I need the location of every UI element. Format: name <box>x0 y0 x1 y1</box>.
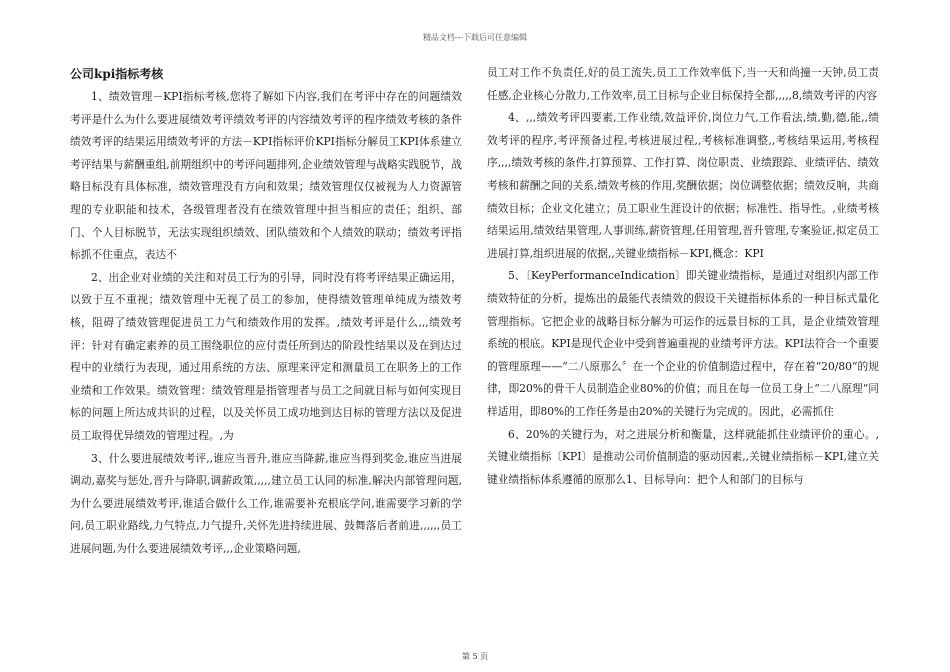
paragraph: 6、20%的关键行为，对之进展分析和衡量，这样就能抓住业绩评价的重心。,关键业绩指标〔KPI〕是推动公司价值制造的驱动因素,,关键业绩指标－KPI,建立关键业绩指标体系遵循的原那么1、目标导向：把个人和部门的目标与 <box>487 427 879 486</box>
left-column <box>70 62 462 560</box>
right-column <box>487 62 879 491</box>
paragraph: 3、什么要进展绩效考评,,谁应当晋升,谁应当降薪,谁应当得到奖金,谁应当进展调动,嘉奖与惩处,晋升与降职,调薪政策,,,,,建立员工认同的标准,解决内部管理问题,为什么要进展绩效考评,谁适合做什么工作,谁需要补充根底学问,谁需要学习新的学问,员工职业路线,力气特点,力气提升,关怀先进持续进展、鼓舞落后者前进,,,,,,员工进展问题,为什么要进展绩效考评,,,企业策略问题, <box>70 451 462 555</box>
paragraph: 2、出企业对业绩的关注和对员工行为的引导，同时没有将考评结果正确运用，以致于互不重视；绩效管理中无视了员工的参加，使得绩效管理单纯成为绩效考核，阻碍了绩效管理促进员工力气和绩效作用的发挥。,绩效考评是什么,,,绩效考评：针对有确定素养的员工围绕职位的应付责任所到达的阶段性结果以及在到达过程中的业绩行为表现，通过用系统的方法、原理来评定和测量员工在职务上的工作业绩和工作效果。绩效管理：绩效管理是指管理者与员工之间就目标与如何实现目标的问题上所达成共识的过程，以及关怀员工成功地到达目标的管理方法以及促进员工取得优异绩效的管理过程。,为 <box>70 270 462 442</box>
page-number: 第 5 页 <box>461 652 489 661</box>
paragraph: 1、绩效管理－KPI指标考核,您将了解如下内容,我们在考评中存在的问题绩效考评是什么为什么要进展绩效考评绩效考评的内容绩效考评的程序绩效考核的条件绩效考评的结果运用绩效考评的方法－KPI指标评价KPI指标分解员工KPI体系建立考评结果与薪酬重组,前期组织中的考评问题排列,企业绩效管理与战略实践脱节，战略目标没有具体标准，绩效管理没有方向和效果；绩效管理仅仅被视为人力资源管理的专业职能和技术，各级管理者没有在绩效管理中担当相应的责任；组织、部门、个人目标脱节，无法实现组织绩效、团队绩效和个人绩效的联动；绩效考评指标抓不住重点，表达不 <box>70 90 462 262</box>
paragraph: 4、,,,绩效考评四要素,工作业绩,效益评价,岗位力气,工作看法,绩,勤,德,能,,绩效考评的程序,考评预备过程,考核进展过程,,考核标准调整,,考核结果运用,考核程序,,,,绩效考核的条件,打算预算、工作打算、岗位职责、业绩跟踪、业绩评估、绩效考核和薪酬之间的关系,绩效考核的作用,奖酬依据；岗位调整依据；绩效反响，共商绩效目标；企业文化建立；员工职业生涯设计的依据；标准性、指导性。,业绩考核结果运用,绩效结果管理,人事训练,薪资管理,任用管理,晋升管理,专案验证,拟定员工进展打算,组织进展的依据,,关键业绩指标－KPI,概念：KPI <box>487 111 879 260</box>
paragraph: 5、〔KeyPerformanceIndication〕即关键业绩指标，是通过对组织内部工作绩效特征的分析，提炼出的最能代表绩效的假设干关键指标体系的一种目标式量化管理指标。它把企业的战略目标分解为可运作的远景目标的工具，是企业绩效管理系统的根底。KPI是现代企业中受到普遍重视的业绩考评方法。KPI法符合一个重要的管理原理——“二八原那么〞在一个企业的价值制造过程中，存在着“20/80“的规律，即20%的骨干人员制造企业80%的价值；而且在每一位员工身上“二八原理“同样适用，即80%的工作任务是由20%的关键行为完成的。因此，必需抓住 <box>487 269 879 418</box>
document-title: 公司kpi指标考核 <box>70 67 164 81</box>
header-note: 精品文档---下载后可任意编辑 <box>422 33 528 42</box>
paragraph: 员工对工作不负责任,好的员工流失,员工工作效率低下,当一天和尚撞一天钟,员工责任感,企业核心分散力,工作效率,员工目标与企业目标保持全都,,,,,8,绩效考评的内容 <box>487 66 879 102</box>
